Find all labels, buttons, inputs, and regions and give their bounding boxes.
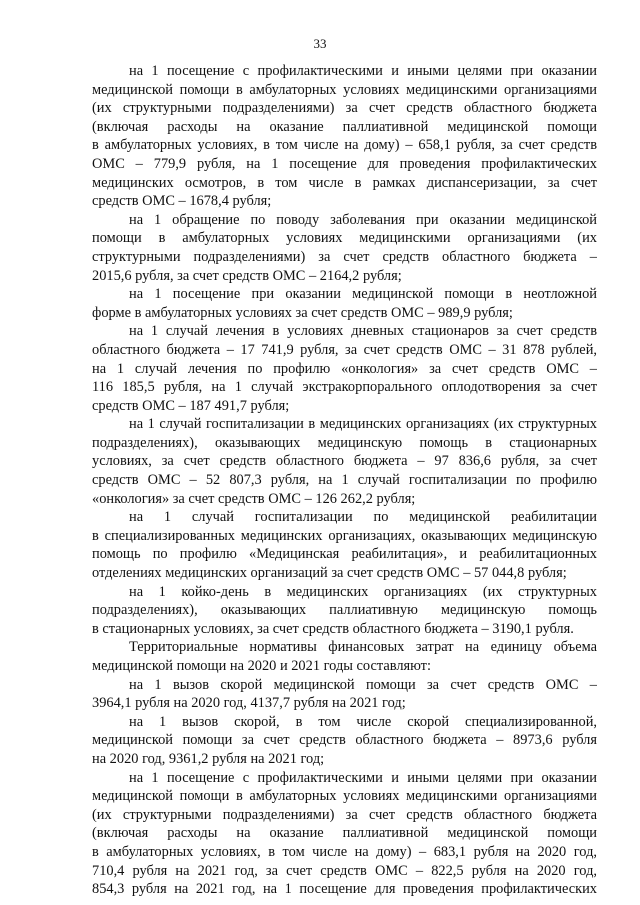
text-line: Территориальные нормативы финансовых затрат на единицу объема [129, 639, 597, 656]
paragraph [92, 211, 597, 285]
text-line: (их структурными подразделениями) за счет средств областного бюджета [92, 100, 597, 117]
paragraph [92, 638, 597, 675]
paragraph [92, 62, 597, 211]
text-line: 710,4 рубля на 2021 год, за счет средств ОМС – 822,5 рубля на 2020 год, [92, 862, 597, 879]
text-line: на 1 обращение по поводу заболевания при оказании медицинской [129, 211, 597, 228]
text-line: на 1 случай госпитализации в медицинских организациях (их структурных [129, 416, 597, 433]
paragraph [92, 322, 597, 415]
text-line: средств ОМС – 1678,4 рубля; [92, 193, 272, 210]
text-line: структурными подразделениями) за счет средств областного бюджета – [92, 248, 597, 265]
text-line: на 2020 год, 9361,2 рубля на 2021 год; [92, 750, 325, 767]
paragraph [92, 508, 597, 582]
text-line: в стационарных условиях, за счет средств областного бюджета – 3190,1 рубля. [92, 620, 574, 637]
text-line: средств ОМС – 187 491,7 рубля; [92, 397, 290, 414]
text-line: помощи в амбулаторных условиях медицинскими организациями (их [92, 230, 597, 247]
text-line: медицинской помощи за счет средств областного бюджета – 8973,6 рубля [92, 732, 597, 749]
paragraph [92, 285, 597, 322]
text-line: на 1 вызов скорой, в том числе скорой специализированной, [129, 713, 597, 730]
paragraph [92, 583, 597, 639]
text-line: на 1 посещение с профилактическими и иными целями при оказании [129, 769, 597, 786]
text-line: помощь по профилю «Медицинская реабилитация», и реабилитационных [92, 546, 597, 563]
text-line: форме в амбулаторных условиях за счет средств ОМС – 989,9 рубля; [92, 304, 513, 321]
text-line: в специализированных медицинских организациях, оказывающих медицинскую [92, 527, 597, 544]
text-line: условиях, за счет средств областного бюджета – 97 836,6 рубля, за счет [92, 453, 597, 470]
paragraph [92, 769, 597, 899]
text-line: на 1 посещение при оказании медицинской помощи в неотложной [129, 286, 597, 303]
text-line: в амбулаторных условиях, в том числе на дому) – 658,1 рубля, за счет средств [92, 137, 597, 154]
text-line: медицинской помощи в амбулаторных условиях медицинскими организациями [92, 81, 597, 98]
text-line: подразделениях), оказывающих медицинскую помощь в стационарных [92, 434, 597, 451]
text-line: на 1 посещение с профилактическими и иными целями при оказании [129, 63, 597, 79]
text-line: подразделениях), оказывающих паллиативную медицинскую помощь [92, 602, 597, 619]
text-line: 116 185,5 рубля, на 1 случай экстракорпорального оплодотворения за счет [92, 379, 597, 396]
text-line: на 1 вызов скорой медицинской помощи за счет средств ОМС – [129, 676, 597, 693]
text-line: 854,3 рубля на 2021 год, на 1 посещение для проведения профилактических [92, 881, 597, 898]
text-line: медицинской помощи в амбулаторных условиях медицинскими организациями [92, 788, 597, 805]
text-line: средств ОМС – 52 807,3 рубля, на 1 случай госпитализации по профилю [92, 472, 597, 489]
text-line: на 1 случай госпитализации по медицинской реабилитации [129, 509, 597, 526]
paragraph [92, 676, 597, 713]
text-line: (включая расходы на оказание паллиативной медицинской помощи [92, 118, 597, 135]
text-line: 2015,6 рубля, за счет средств ОМС – 2164,2 рубля; [92, 267, 402, 284]
text-line: «онкология» за счет средств ОМС – 126 262,2 рубля; [92, 490, 416, 507]
text-line: на 1 койко-день в медицинских организациях (их структурных [129, 583, 597, 600]
text-line: (их структурными подразделениями) за счет средств областного бюджета [92, 806, 597, 823]
text-line: (включая расходы на оказание паллиативной медицинской помощи [92, 825, 597, 842]
text-line: медицинской помощи на 2020 и 2021 годы составляют: [92, 658, 431, 674]
paragraph [92, 713, 597, 769]
page-number: 33 [313, 36, 327, 51]
text-line: областного бюджета – 17 741,9 рубля, за счет средств ОМС – 31 878 рублей, [92, 341, 597, 358]
text-line: отделениях медицинских организаций за счет средств ОМС – 57 044,8 рубля; [92, 565, 567, 582]
paragraph [92, 415, 597, 508]
text-line: на 1 случай лечения по профилю «онкология» за счет средств ОМС – [92, 360, 597, 377]
text-line: медицинских осмотров, в том числе в рамках диспансеризации, за счет [92, 174, 597, 191]
text-line: 3964,1 рубля на 2020 год, 4137,7 рубля на 2021 год; [92, 695, 406, 712]
text-line: в амбулаторных условиях, в том числе на дому) – 683,1 рубля на 2020 год, [92, 843, 597, 860]
document-body [92, 62, 597, 899]
text-line: на 1 случай лечения в условиях дневных стационаров за счет средств [129, 323, 597, 340]
text-line: ОМС – 779,9 рубля, на 1 посещение для проведения профилактических [92, 155, 597, 172]
